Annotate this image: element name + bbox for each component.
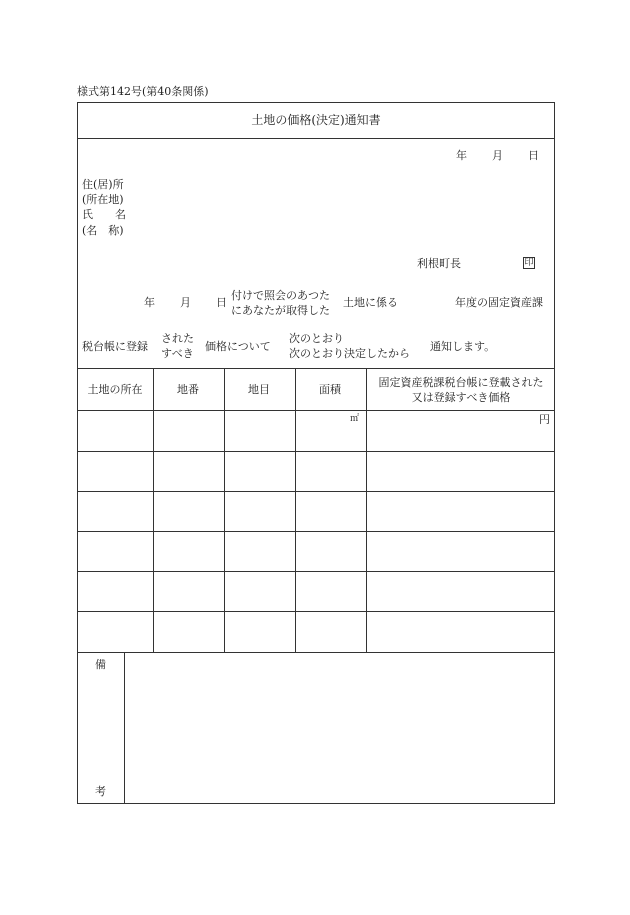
row-divider [77, 531, 555, 532]
row-divider [77, 571, 555, 572]
row-divider [77, 611, 555, 612]
header-land-location: 土地の所在 [87, 383, 143, 396]
form-number: 様式第142号(第40条関係) [77, 85, 209, 98]
header-price-line-1: 固定資産税課税台帳に登載された [378, 376, 544, 389]
recipient-address-label: 住(居)所 [82, 178, 124, 191]
header-area: 面積 [319, 383, 341, 396]
registration-option-1: された [161, 332, 194, 345]
closing-phrase: 通知します。 [430, 340, 496, 353]
body-divider [77, 368, 555, 369]
fiscal-year-phrase: 年度の固定資産課 [455, 296, 543, 309]
column-divider [224, 368, 225, 652]
header-price-line-2: 又は登録すべき価格 [411, 391, 511, 404]
price-unit: 円 [539, 413, 550, 426]
recipient-location-label: (所在地) [82, 193, 124, 206]
price-phrase: 価格について [205, 340, 271, 353]
body-year: 年 [144, 296, 155, 309]
area-unit: ㎡ [350, 414, 360, 424]
column-divider [153, 368, 154, 652]
header-divider [77, 410, 555, 411]
title-divider [77, 138, 555, 139]
document-title: 土地の価格(決定)通知書 [251, 113, 381, 127]
recipient-designation-label: (名 称) [82, 224, 124, 237]
seal-mark: 印 [524, 258, 534, 268]
reference-option-1: 付けで照会のあつた [231, 289, 330, 302]
date-month-label: 月 [492, 149, 503, 162]
ledger-phrase: 税台帳に登録 [82, 340, 148, 353]
row-divider [77, 491, 555, 492]
remarks-label-bottom: 考 [95, 785, 106, 798]
header-land-category: 地目 [248, 383, 270, 396]
date-year-label: 年 [456, 149, 467, 162]
date-day-label: 日 [528, 149, 539, 162]
column-divider [366, 368, 367, 652]
body-day: 日 [216, 296, 227, 309]
header-lot-number: 地番 [177, 383, 199, 396]
remarks-field[interactable] [125, 653, 554, 803]
body-month: 月 [180, 296, 191, 309]
row-divider [77, 451, 555, 452]
recipient-name-label: 氏 名 [82, 208, 126, 221]
column-divider [295, 368, 296, 652]
land-phrase: 土地に係る [343, 296, 398, 309]
reference-option-2: にあなたが取得した [231, 304, 330, 317]
sender-title: 利根町長 [417, 257, 461, 270]
decision-option-1: 次のとおり [289, 332, 344, 345]
decision-option-2: 次のとおり決定したから [289, 347, 410, 360]
registration-option-2: すべき [161, 347, 194, 360]
remarks-label-top: 備 [95, 658, 106, 671]
